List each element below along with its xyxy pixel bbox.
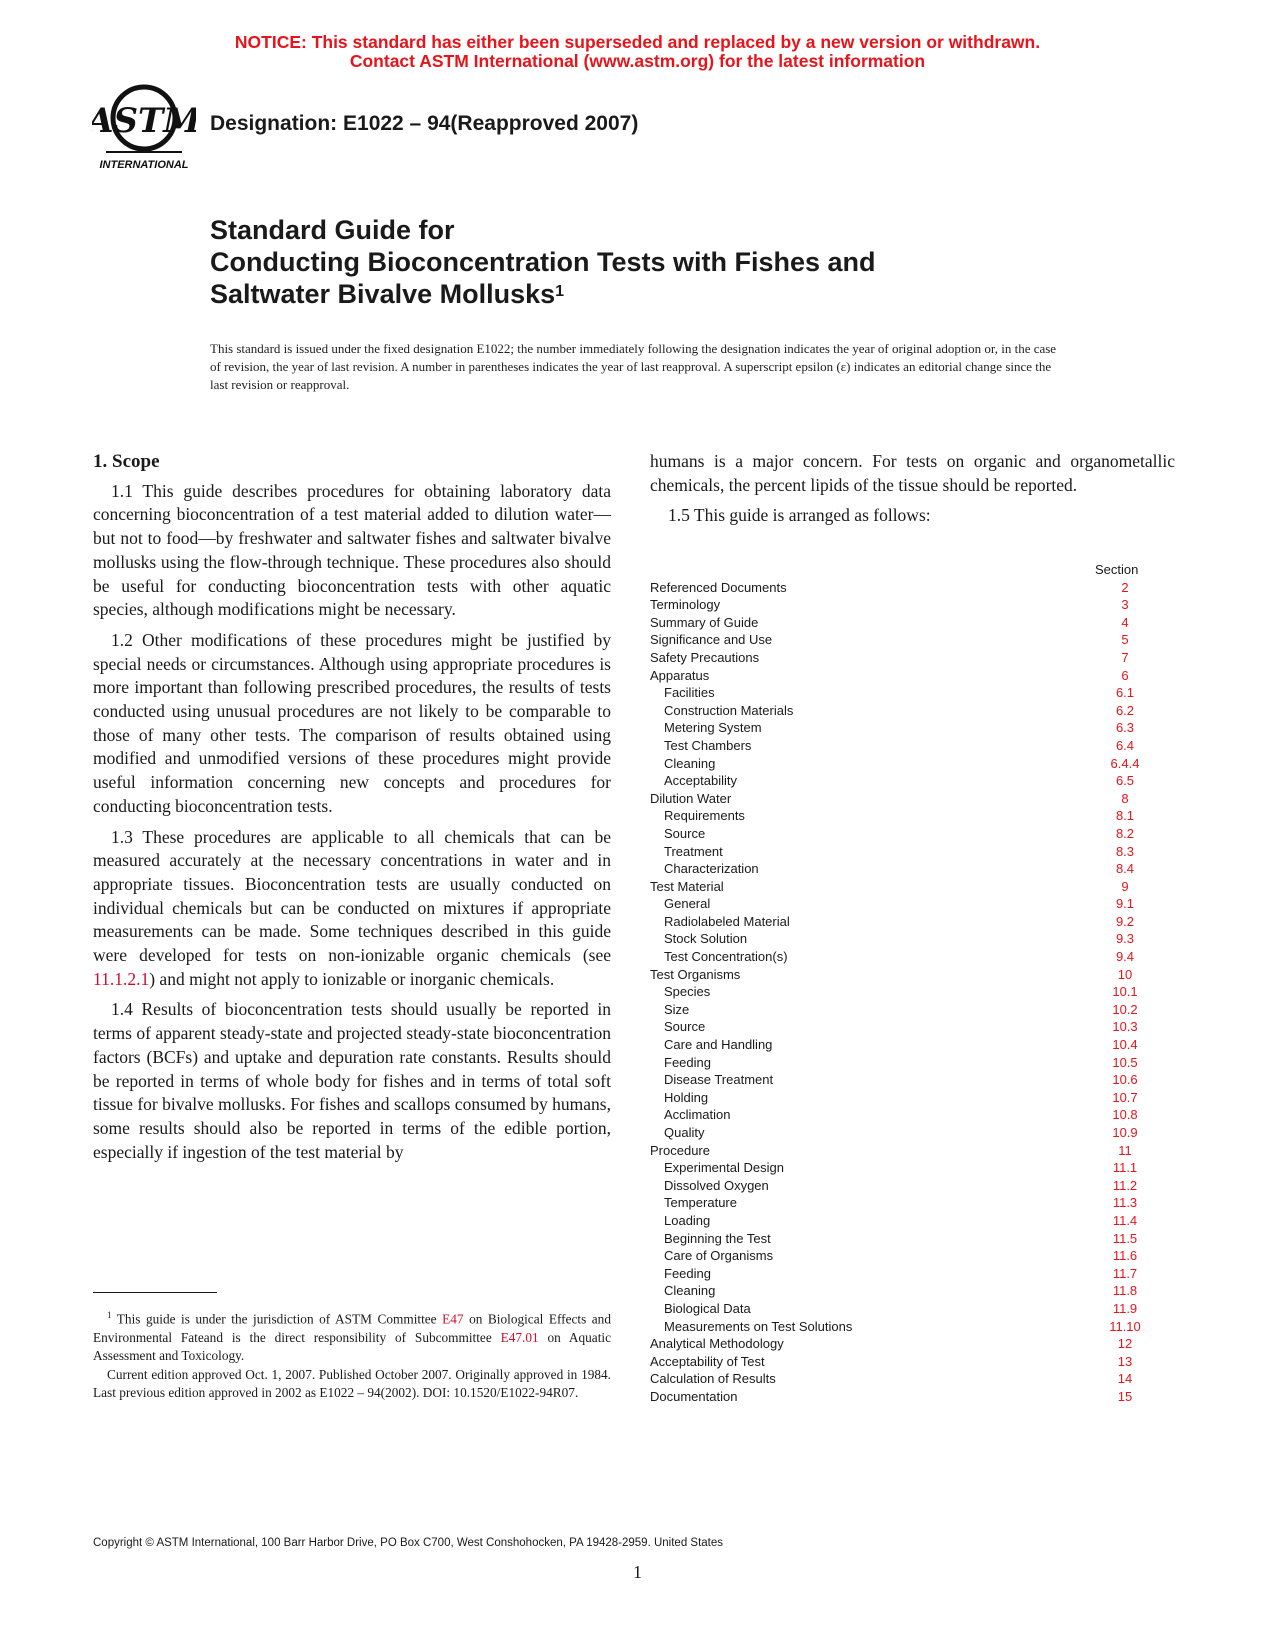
toc-row	[650, 649, 1160, 667]
toc-section-link[interactable]: 11.4	[1112, 1212, 1138, 1228]
committee-link[interactable]: E47	[442, 1311, 464, 1327]
toc-row	[650, 1282, 1160, 1300]
toc-section-link[interactable]: 10.5	[1112, 1054, 1138, 1070]
toc-section-link[interactable]: 14	[1117, 1371, 1133, 1387]
toc-row	[650, 1124, 1160, 1142]
toc-row	[650, 930, 1160, 948]
toc-section-link[interactable]: 11.8	[1112, 1283, 1138, 1299]
toc-section-link[interactable]: 4	[1121, 614, 1129, 630]
toc-label: Feeding	[664, 1054, 711, 1070]
subcommittee-link[interactable]: E47.01	[500, 1329, 539, 1345]
toc-label: Procedure	[650, 1142, 710, 1158]
toc-label: Apparatus	[650, 667, 710, 683]
footnote	[93, 1306, 611, 1403]
toc-label: Characterization	[664, 861, 759, 877]
toc-row	[650, 702, 1160, 720]
toc-section-link[interactable]: 9	[1121, 878, 1129, 894]
toc-row	[650, 983, 1160, 1001]
toc-section-link[interactable]: 6.2	[1115, 702, 1135, 718]
toc-row	[650, 614, 1160, 632]
paragraph-1-5: 1.5 This guide is arranged as follows:	[668, 505, 931, 526]
astm-logo	[92, 82, 196, 178]
copyright-line: Copyright © ASTM International, 100 Barr Harbor Drive, PO Box C700, West Conshohocken, PA 19428-2959. United States	[93, 1537, 724, 1549]
title-line-3: Saltwater Bivalve Mollusks$^1$	[210, 279, 565, 309]
supersede-notice	[0, 33, 1275, 71]
toc-section-link[interactable]: 11.6	[1112, 1248, 1138, 1264]
toc-label: Biological Data	[664, 1300, 751, 1316]
toc-section-link[interactable]: 6.5	[1115, 773, 1135, 789]
toc-row	[650, 579, 1160, 597]
toc-row	[650, 913, 1160, 931]
toc-label: Calculation of Results	[650, 1371, 776, 1387]
paragraph-1-2: 1.2 Other modifications of these procedures might be justified by special needs or circumstances. Although using appropriate procedures is more important than following prescribed procedures, the results of tests conducted using unusual procedures are not likely to be comparable to those of many other tests. The comparison of results obtained using modified and unmodified versions of these procedures might provide useful information concerning new concepts and procedures for conducting bioconcentration tests.	[93, 629, 611, 816]
toc-section-link[interactable]: 8.2	[1115, 825, 1135, 841]
toc-section-link[interactable]: 6.1	[1115, 685, 1135, 701]
paragraph-1-4-continued: humans is a major concern. For tests on organic and organometallic chemicals, the percent lipids of the tissue should be reported.	[650, 451, 1175, 495]
toc-section-link[interactable]: 8	[1121, 790, 1129, 806]
toc-label: Care and Handling	[664, 1037, 773, 1053]
toc-row	[650, 1335, 1160, 1353]
paragraph-1-3: 1.3 These procedures are applicable to all chemicals that can be measured accurately at the necessary concentrations in water and in appropriate tissues. Bioconcentration tests are usually conducted on individual chemicals but can be conducted on mixtures if appropriate measurements can be made. Some techniques described in this guide were developed for tests on non-ionizable organic chemicals (see 11.1.2.1) and might not apply to ionizable or inorganic chemicals.	[93, 826, 611, 989]
toc-label: Size	[664, 1001, 690, 1017]
toc-row	[650, 1054, 1160, 1072]
toc-row	[650, 878, 1160, 896]
toc-label: Acceptability	[664, 773, 737, 789]
toc-label: Disease Treatment	[664, 1072, 774, 1088]
toc-section-link[interactable]: 11	[1118, 1142, 1132, 1158]
toc-section-link[interactable]: 6.4	[1115, 737, 1135, 753]
toc-row	[650, 1159, 1160, 1177]
toc-label: Radiolabeled Material	[664, 913, 790, 929]
toc-label: Source	[664, 1019, 706, 1035]
toc-section-link[interactable]: 11.7	[1112, 1265, 1138, 1281]
toc-row	[650, 948, 1160, 966]
toc-section-link[interactable]: 7	[1121, 649, 1129, 665]
footnote-divider	[93, 1292, 217, 1293]
toc-label: Measurements on Test Solutions	[664, 1318, 853, 1334]
toc-label: Acclimation	[664, 1107, 731, 1123]
toc-row	[650, 1036, 1160, 1054]
toc-section-link[interactable]: 9.4	[1115, 949, 1135, 965]
toc-section-link[interactable]: 11.10	[1109, 1318, 1141, 1334]
notice-line-1: NOTICE: This standard has either been superseded and replaced by a new version or withdrawn.	[234, 32, 1041, 52]
toc-row	[650, 1018, 1160, 1036]
toc-section-link[interactable]: 11.9	[1112, 1300, 1138, 1316]
toc-section-link[interactable]: 10.8	[1112, 1107, 1138, 1123]
toc-label: Source	[664, 825, 706, 841]
toc-label: Experimental Design	[664, 1160, 784, 1176]
footnote-1: $^1$ This guide is under the jurisdiction of ASTM Committee E47 on Biological Effects and Environmental Fateand is the direct responsibility of Subcommittee E47.01 on Aquatic Assessment and Toxicology.	[93, 1310, 611, 1364]
toc-label: Cleaning	[664, 755, 716, 771]
toc-label: Loading	[664, 1212, 711, 1228]
toc-section-link[interactable]: 10.3	[1112, 1019, 1138, 1035]
toc-section-link[interactable]: 5	[1121, 632, 1129, 648]
toc-section-link[interactable]: 3	[1121, 597, 1129, 613]
toc-row	[650, 1071, 1160, 1089]
toc-label: Acceptability of Test	[650, 1353, 765, 1369]
document-title	[210, 214, 876, 310]
toc-label: Test Organisms	[650, 966, 741, 982]
toc-row	[650, 895, 1160, 913]
toc-label: Quality	[664, 1125, 705, 1140]
toc-section-link[interactable]: 10.6	[1112, 1072, 1138, 1088]
toc-row	[650, 1388, 1160, 1406]
toc-section-link[interactable]: 6.4.4	[1110, 755, 1140, 771]
toc-row	[650, 1300, 1160, 1318]
toc-section-link[interactable]: 8.3	[1115, 843, 1135, 859]
toc-label: Test Material	[650, 878, 724, 894]
toc-section-link[interactable]: 8.4	[1115, 861, 1135, 877]
toc-row	[650, 667, 1160, 685]
toc-section-link[interactable]: 2	[1121, 579, 1129, 595]
toc-row	[650, 825, 1160, 843]
page-number: 1	[633, 1562, 642, 1582]
toc-section-link[interactable]: 11.3	[1112, 1195, 1138, 1211]
toc-label: Dissolved Oxygen	[664, 1177, 769, 1193]
toc-label: Referenced Documents	[650, 579, 787, 595]
toc-row	[650, 596, 1160, 614]
toc-row	[650, 631, 1160, 649]
toc-section-link[interactable]: 12	[1117, 1336, 1133, 1352]
toc-row	[650, 684, 1160, 702]
toc-section-link[interactable]: 10.7	[1112, 1089, 1138, 1105]
toc-section-link[interactable]: 6.3	[1115, 720, 1135, 736]
toc-label: Beginning the Test	[664, 1230, 771, 1246]
toc-label: Requirements	[664, 808, 745, 824]
toc-section-link[interactable]: 10.9	[1112, 1125, 1138, 1140]
toc-row	[650, 737, 1160, 755]
title-line-1: Standard Guide for	[210, 215, 455, 245]
toc-label: General	[664, 896, 711, 912]
toc-row	[650, 966, 1160, 984]
toc-label: Species	[664, 984, 711, 1000]
toc-row	[650, 1370, 1160, 1388]
toc-section-link[interactable]: 8.1	[1115, 808, 1135, 824]
toc-row	[650, 1142, 1160, 1160]
toc-row	[650, 1194, 1160, 1212]
toc-row	[650, 772, 1160, 790]
toc-label: Safety Precautions	[650, 649, 760, 665]
title-footnote-mark: 1	[555, 283, 565, 300]
toc-section-link[interactable]: 9.2	[1115, 913, 1135, 929]
toc-row	[650, 1265, 1160, 1283]
paragraph-1-4: 1.4 Results of bioconcentration tests should usually be reported in terms of apparent steady-state and projected steady-state bioconcentration factors (BCFs) and uptake and depuration rate constants. Results should be reported in terms of whole body for fishes and in terms of total soft tissue for bivalve mollusks. For fishes and scallops consumed by humans, some results should also be reported in terms of the edible portion, especially if ingestion of the test material by	[93, 999, 611, 1162]
toc-label: Dilution Water	[650, 790, 732, 806]
logo-text: INTERNATIONAL	[99, 159, 189, 171]
toc-row	[650, 719, 1160, 737]
toc-section-link[interactable]: 10	[1117, 966, 1133, 982]
logo-mark: ASTM	[92, 101, 196, 141]
toc-row	[650, 1247, 1160, 1265]
toc-section-link[interactable]: 6	[1121, 667, 1129, 683]
toc-row	[650, 1106, 1160, 1124]
toc-section-link[interactable]: 11.2	[1112, 1177, 1138, 1193]
paragraph-1-1: 1.1 This guide describes procedures for obtaining laboratory data concerning bioconcentration of a test material added to dilution water—but not to food—by freshwater and saltwater fishes and saltwater bivalve mollusks using the flow-through technique. These procedures also should be useful for conducting bioconcentration tests with other aquatic species, although modifications might be necessary.	[93, 480, 611, 620]
toc-label: Holding	[664, 1089, 709, 1105]
toc-row	[650, 1353, 1160, 1371]
toc-label: Analytical Methodology	[650, 1336, 784, 1352]
guide-outline-table	[650, 561, 1160, 1406]
toc-row	[650, 1001, 1160, 1019]
toc-row	[650, 755, 1160, 773]
right-column	[650, 450, 1175, 535]
toc-label: Cleaning	[664, 1283, 716, 1299]
toc-label: Metering System	[664, 720, 762, 736]
toc-label: Treatment	[664, 843, 723, 859]
toc-label: Significance and Use	[650, 632, 773, 648]
scope-heading: 1. Scope	[93, 451, 160, 472]
toc-label: Stock Solution	[664, 931, 748, 947]
toc-section-link[interactable]: 9.3	[1115, 931, 1135, 947]
toc-section-link[interactable]: 15	[1117, 1388, 1133, 1404]
toc-label: Feeding	[664, 1265, 711, 1281]
toc-row	[650, 860, 1160, 878]
toc-section-link[interactable]: 13	[1117, 1353, 1133, 1369]
toc-section-link[interactable]: 10.2	[1112, 1001, 1138, 1017]
toc-section-link[interactable]: 11.1	[1112, 1160, 1138, 1176]
toc-row	[650, 843, 1160, 861]
toc-row	[650, 1230, 1160, 1248]
toc-label: Terminology	[650, 597, 721, 613]
toc-row	[650, 1212, 1160, 1230]
toc-row	[650, 1089, 1160, 1107]
left-column	[93, 450, 611, 1171]
toc-label: Summary of Guide	[650, 614, 759, 630]
toc-header: Section	[1095, 562, 1139, 577]
toc-label: Documentation	[650, 1388, 738, 1404]
toc-label: Test Chambers	[664, 737, 752, 753]
section-link-11-1-2-1[interactable]: 11.1.2.1	[93, 968, 150, 989]
toc-section-link[interactable]: 11.5	[1112, 1230, 1138, 1246]
toc-row	[650, 1177, 1160, 1195]
title-line-2: Conducting Bioconcentration Tests with Fishes and	[210, 247, 876, 277]
toc-label: Care of Organisms	[664, 1248, 774, 1264]
toc-section-link[interactable]: 10.1	[1112, 984, 1138, 1000]
footnote-edition: Current edition approved Oct. 1, 2007. Published October 2007. Originally approved in 1984. Last previous edition approved in 2002 as E1022 – 94(2002). DOI: 10.1520/E1022-94R07.	[93, 1366, 611, 1401]
toc-label: Construction Materials	[664, 702, 794, 718]
toc-section-link[interactable]: 9.1	[1115, 896, 1135, 912]
toc-section-link[interactable]: 10.4	[1112, 1037, 1138, 1053]
toc-row	[650, 790, 1160, 808]
toc-row	[650, 807, 1160, 825]
toc-label: Temperature	[664, 1195, 737, 1211]
notice-line-2: Contact ASTM International (www.astm.org) for the latest information	[349, 51, 926, 71]
designation: Designation: E1022 – 94(Reapproved 2007)	[210, 112, 639, 135]
toc-row	[650, 1318, 1160, 1336]
toc-label: Test Concentration(s)	[664, 949, 788, 965]
toc-label: Facilities	[664, 685, 715, 701]
standard-issuance-note: This standard is issued under the fixed designation E1022; the number immediately following the designation indicates the year of original adoption or, in the case of revision, the year of last revision. A number in parentheses indicates the year of last reapproval. A superscript epsilon (ε) indicates an editorial change since the last revision or reapproval.	[210, 341, 1057, 392]
